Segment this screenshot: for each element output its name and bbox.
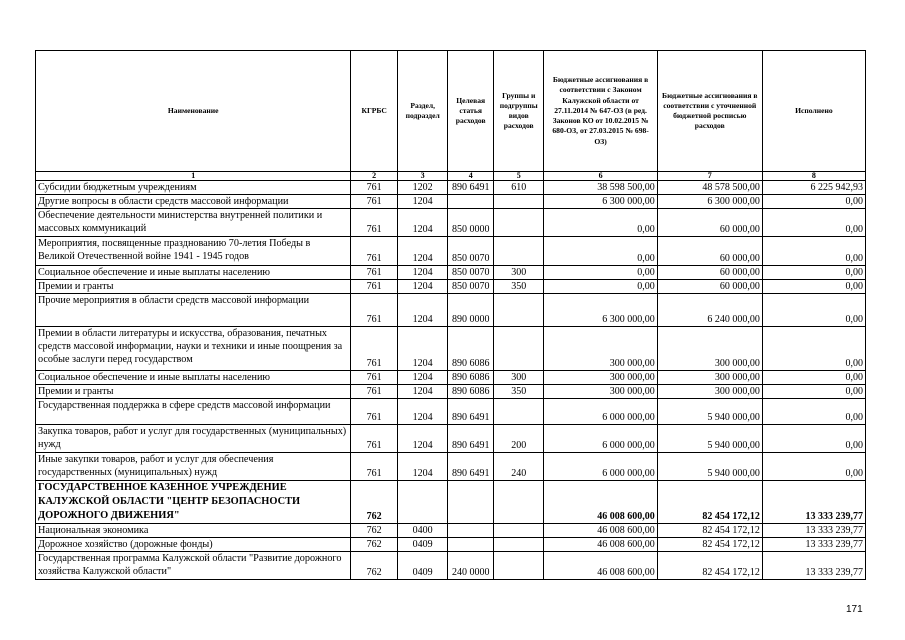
row-budget-refined: 6 240 000,00 [657,294,762,327]
table-row [36,371,866,385]
row-budget-law: 0,00 [544,209,657,237]
table-row [36,195,866,209]
row-budget-refined: 300 000,00 [657,385,762,399]
row-name: Другие вопросы в области средств массовой информации [36,195,351,209]
row-name: Социальное обеспечение и иные выплаты населению [36,266,351,280]
row-kgrbs: 762 [351,481,398,524]
row-target: 890 6491 [448,181,493,195]
row-group [493,209,544,237]
row-section: 1204 [397,453,448,481]
table-row [36,552,866,580]
table-row [36,399,866,425]
row-target: 890 6491 [448,399,493,425]
table-row [36,538,866,552]
row-group [493,327,544,371]
row-budget-law: 300 000,00 [544,327,657,371]
row-target: 240 0000 [448,552,493,580]
row-name: Дорожное хозяйство (дорожные фонды) [36,538,351,552]
row-section [397,481,448,524]
row-name: Премии и гранты [36,280,351,294]
row-name: Премии и гранты [36,385,351,399]
row-target [448,524,493,538]
column-number: 4 [448,172,493,181]
row-budget-refined: 5 940 000,00 [657,399,762,425]
row-section: 1204 [397,385,448,399]
row-budget-refined: 60 000,00 [657,209,762,237]
table-row [36,237,866,266]
row-budget-refined: 82 454 172,12 [657,552,762,580]
row-group: 610 [493,181,544,195]
row-kgrbs: 761 [351,371,398,385]
row-budget-law: 6 000 000,00 [544,399,657,425]
row-budget-law: 46 008 600,00 [544,481,657,524]
header-target: Целевая статья расходов [448,51,493,172]
row-budget-law: 0,00 [544,266,657,280]
row-group: 350 [493,385,544,399]
row-target: 850 0070 [448,237,493,266]
row-target: 890 6086 [448,385,493,399]
header-groups: Группы и подгруппы видов расходов [493,51,544,172]
row-executed: 0,00 [762,399,865,425]
row-name: Иные закупки товаров, работ и услуг для обеспечения государственных (муниципальных) нужд [36,453,351,481]
row-budget-refined: 60 000,00 [657,266,762,280]
row-budget-refined: 300 000,00 [657,371,762,385]
column-number: 2 [351,172,398,181]
row-name: ГОСУДАРСТВЕННОЕ КАЗЕННОЕ УЧРЕЖДЕНИЕ КАЛУЖСКОЙ ОБЛАСТИ "ЦЕНТР БЕЗОПАСНОСТИ ДОРОЖНОГО ДВИЖЕНИЯ" [36,481,351,524]
row-budget-refined: 5 940 000,00 [657,425,762,453]
row-target: 890 6491 [448,425,493,453]
table-row [36,294,866,327]
row-budget-refined: 48 578 500,00 [657,181,762,195]
row-executed: 13 333 239,77 [762,481,865,524]
page-number: 171 [846,604,863,615]
row-executed: 0,00 [762,294,865,327]
row-group [493,524,544,538]
row-name: Премии в области литературы и искусства, образования, печатных средств массовой информации, науки и техники и иные поощрения за особые заслуги перед государством [36,327,351,371]
row-section: 1202 [397,181,448,195]
row-name: Субсидии бюджетным учреждениям [36,181,351,195]
row-group [493,538,544,552]
row-executed: 6 225 942,93 [762,181,865,195]
row-budget-refined: 82 454 172,12 [657,538,762,552]
row-group [493,237,544,266]
row-section: 1204 [397,280,448,294]
row-kgrbs: 761 [351,399,398,425]
column-number: 7 [657,172,762,181]
row-executed: 13 333 239,77 [762,552,865,580]
row-group [493,399,544,425]
header-budget-law: Бюджетные ассигнования в соответствии с Законом Калужской области от 27.11.2014 № 647-ОЗ (в ред. Законов КО от 10.02.2015 № 680-ОЗ, от 27.03.2015 № 698-ОЗ) [544,51,657,172]
row-budget-refined: 82 454 172,12 [657,481,762,524]
row-name: Государственная поддержка в сфере средств массовой информации [36,399,351,425]
row-target: 850 0000 [448,209,493,237]
row-section: 1204 [397,266,448,280]
table-row [36,209,866,237]
table-row [36,453,866,481]
row-budget-refined: 82 454 172,12 [657,524,762,538]
table-row [36,181,866,195]
row-kgrbs: 761 [351,294,398,327]
row-name: Национальная экономика [36,524,351,538]
column-number: 8 [762,172,865,181]
row-executed: 0,00 [762,327,865,371]
row-budget-refined: 6 300 000,00 [657,195,762,209]
row-section: 0400 [397,524,448,538]
header-executed: Исполнено [762,51,865,172]
row-section: 1204 [397,209,448,237]
row-kgrbs: 761 [351,181,398,195]
column-number-row [36,172,866,181]
table-body [36,181,866,580]
row-group [493,552,544,580]
table-row [36,280,866,294]
row-target: 890 6086 [448,371,493,385]
row-budget-law: 46 008 600,00 [544,552,657,580]
row-executed: 0,00 [762,209,865,237]
row-name: Прочие мероприятия в области средств массовой информации [36,294,351,327]
row-kgrbs: 761 [351,327,398,371]
row-target [448,481,493,524]
row-budget-law: 300 000,00 [544,371,657,385]
table-row [36,327,866,371]
column-number: 6 [544,172,657,181]
row-executed: 0,00 [762,371,865,385]
row-budget-law: 6 000 000,00 [544,453,657,481]
row-budget-law: 300 000,00 [544,385,657,399]
row-section: 1204 [397,294,448,327]
row-section: 0409 [397,538,448,552]
row-kgrbs: 761 [351,280,398,294]
row-executed: 0,00 [762,425,865,453]
row-kgrbs: 761 [351,385,398,399]
table-row [36,524,866,538]
row-budget-law: 6 000 000,00 [544,425,657,453]
row-section: 1204 [397,237,448,266]
row-target: 890 6086 [448,327,493,371]
header-name: Наименование [36,51,351,172]
row-budget-refined: 60 000,00 [657,280,762,294]
header-kgrbs: КГРБС [351,51,398,172]
row-kgrbs: 761 [351,195,398,209]
row-kgrbs: 761 [351,425,398,453]
row-group [493,294,544,327]
row-target: 890 0000 [448,294,493,327]
row-kgrbs: 762 [351,524,398,538]
header-row [36,51,866,172]
row-group: 300 [493,371,544,385]
row-budget-law: 38 598 500,00 [544,181,657,195]
row-group: 240 [493,453,544,481]
row-executed: 0,00 [762,385,865,399]
row-target: 890 6491 [448,453,493,481]
row-group [493,481,544,524]
row-budget-law: 6 300 000,00 [544,294,657,327]
row-executed: 0,00 [762,280,865,294]
row-executed: 13 333 239,77 [762,524,865,538]
row-target: 850 0070 [448,266,493,280]
header-budget-refined: Бюджетные ассигнования в соответствии с уточненной бюджетной росписью расходов [657,51,762,172]
row-section: 1204 [397,195,448,209]
row-name: Мероприятия, посвященные празднованию 70-летия Победы в Великой Отечественной войне 1941 - 1945 годов [36,237,351,266]
row-name: Социальное обеспечение и иные выплаты населению [36,371,351,385]
table-row [36,425,866,453]
row-section: 0409 [397,552,448,580]
budget-table [35,50,866,580]
row-section: 1204 [397,399,448,425]
row-kgrbs: 762 [351,538,398,552]
row-budget-law: 6 300 000,00 [544,195,657,209]
row-budget-law: 46 008 600,00 [544,538,657,552]
row-target [448,195,493,209]
row-budget-refined: 300 000,00 [657,327,762,371]
row-kgrbs: 762 [351,552,398,580]
header-section: Раздел, подраздел [397,51,448,172]
row-budget-refined: 60 000,00 [657,237,762,266]
row-budget-law: 0,00 [544,237,657,266]
table-row [36,385,866,399]
row-kgrbs: 761 [351,209,398,237]
row-name: Обеспечение деятельности министерства внутренней политики и массовых коммуникаций [36,209,351,237]
row-budget-law: 0,00 [544,280,657,294]
row-executed: 13 333 239,77 [762,538,865,552]
row-kgrbs: 761 [351,453,398,481]
table-row [36,266,866,280]
row-group: 200 [493,425,544,453]
row-name: Государственная программа Калужской области "Развитие дорожного хозяйства Калужской области" [36,552,351,580]
row-executed: 0,00 [762,237,865,266]
row-section: 1204 [397,327,448,371]
row-name: Закупка товаров, работ и услуг для государственных (муниципальных) нужд [36,425,351,453]
row-group [493,195,544,209]
column-number: 3 [397,172,448,181]
row-group: 300 [493,266,544,280]
row-group: 350 [493,280,544,294]
row-section: 1204 [397,425,448,453]
row-target: 850 0070 [448,280,493,294]
column-number: 1 [36,172,351,181]
column-number: 5 [493,172,544,181]
row-target [448,538,493,552]
row-executed: 0,00 [762,453,865,481]
row-budget-law: 46 008 600,00 [544,524,657,538]
row-budget-refined: 5 940 000,00 [657,453,762,481]
row-executed: 0,00 [762,266,865,280]
row-kgrbs: 761 [351,266,398,280]
row-kgrbs: 761 [351,237,398,266]
row-executed: 0,00 [762,195,865,209]
row-section: 1204 [397,371,448,385]
table-row [36,481,866,524]
